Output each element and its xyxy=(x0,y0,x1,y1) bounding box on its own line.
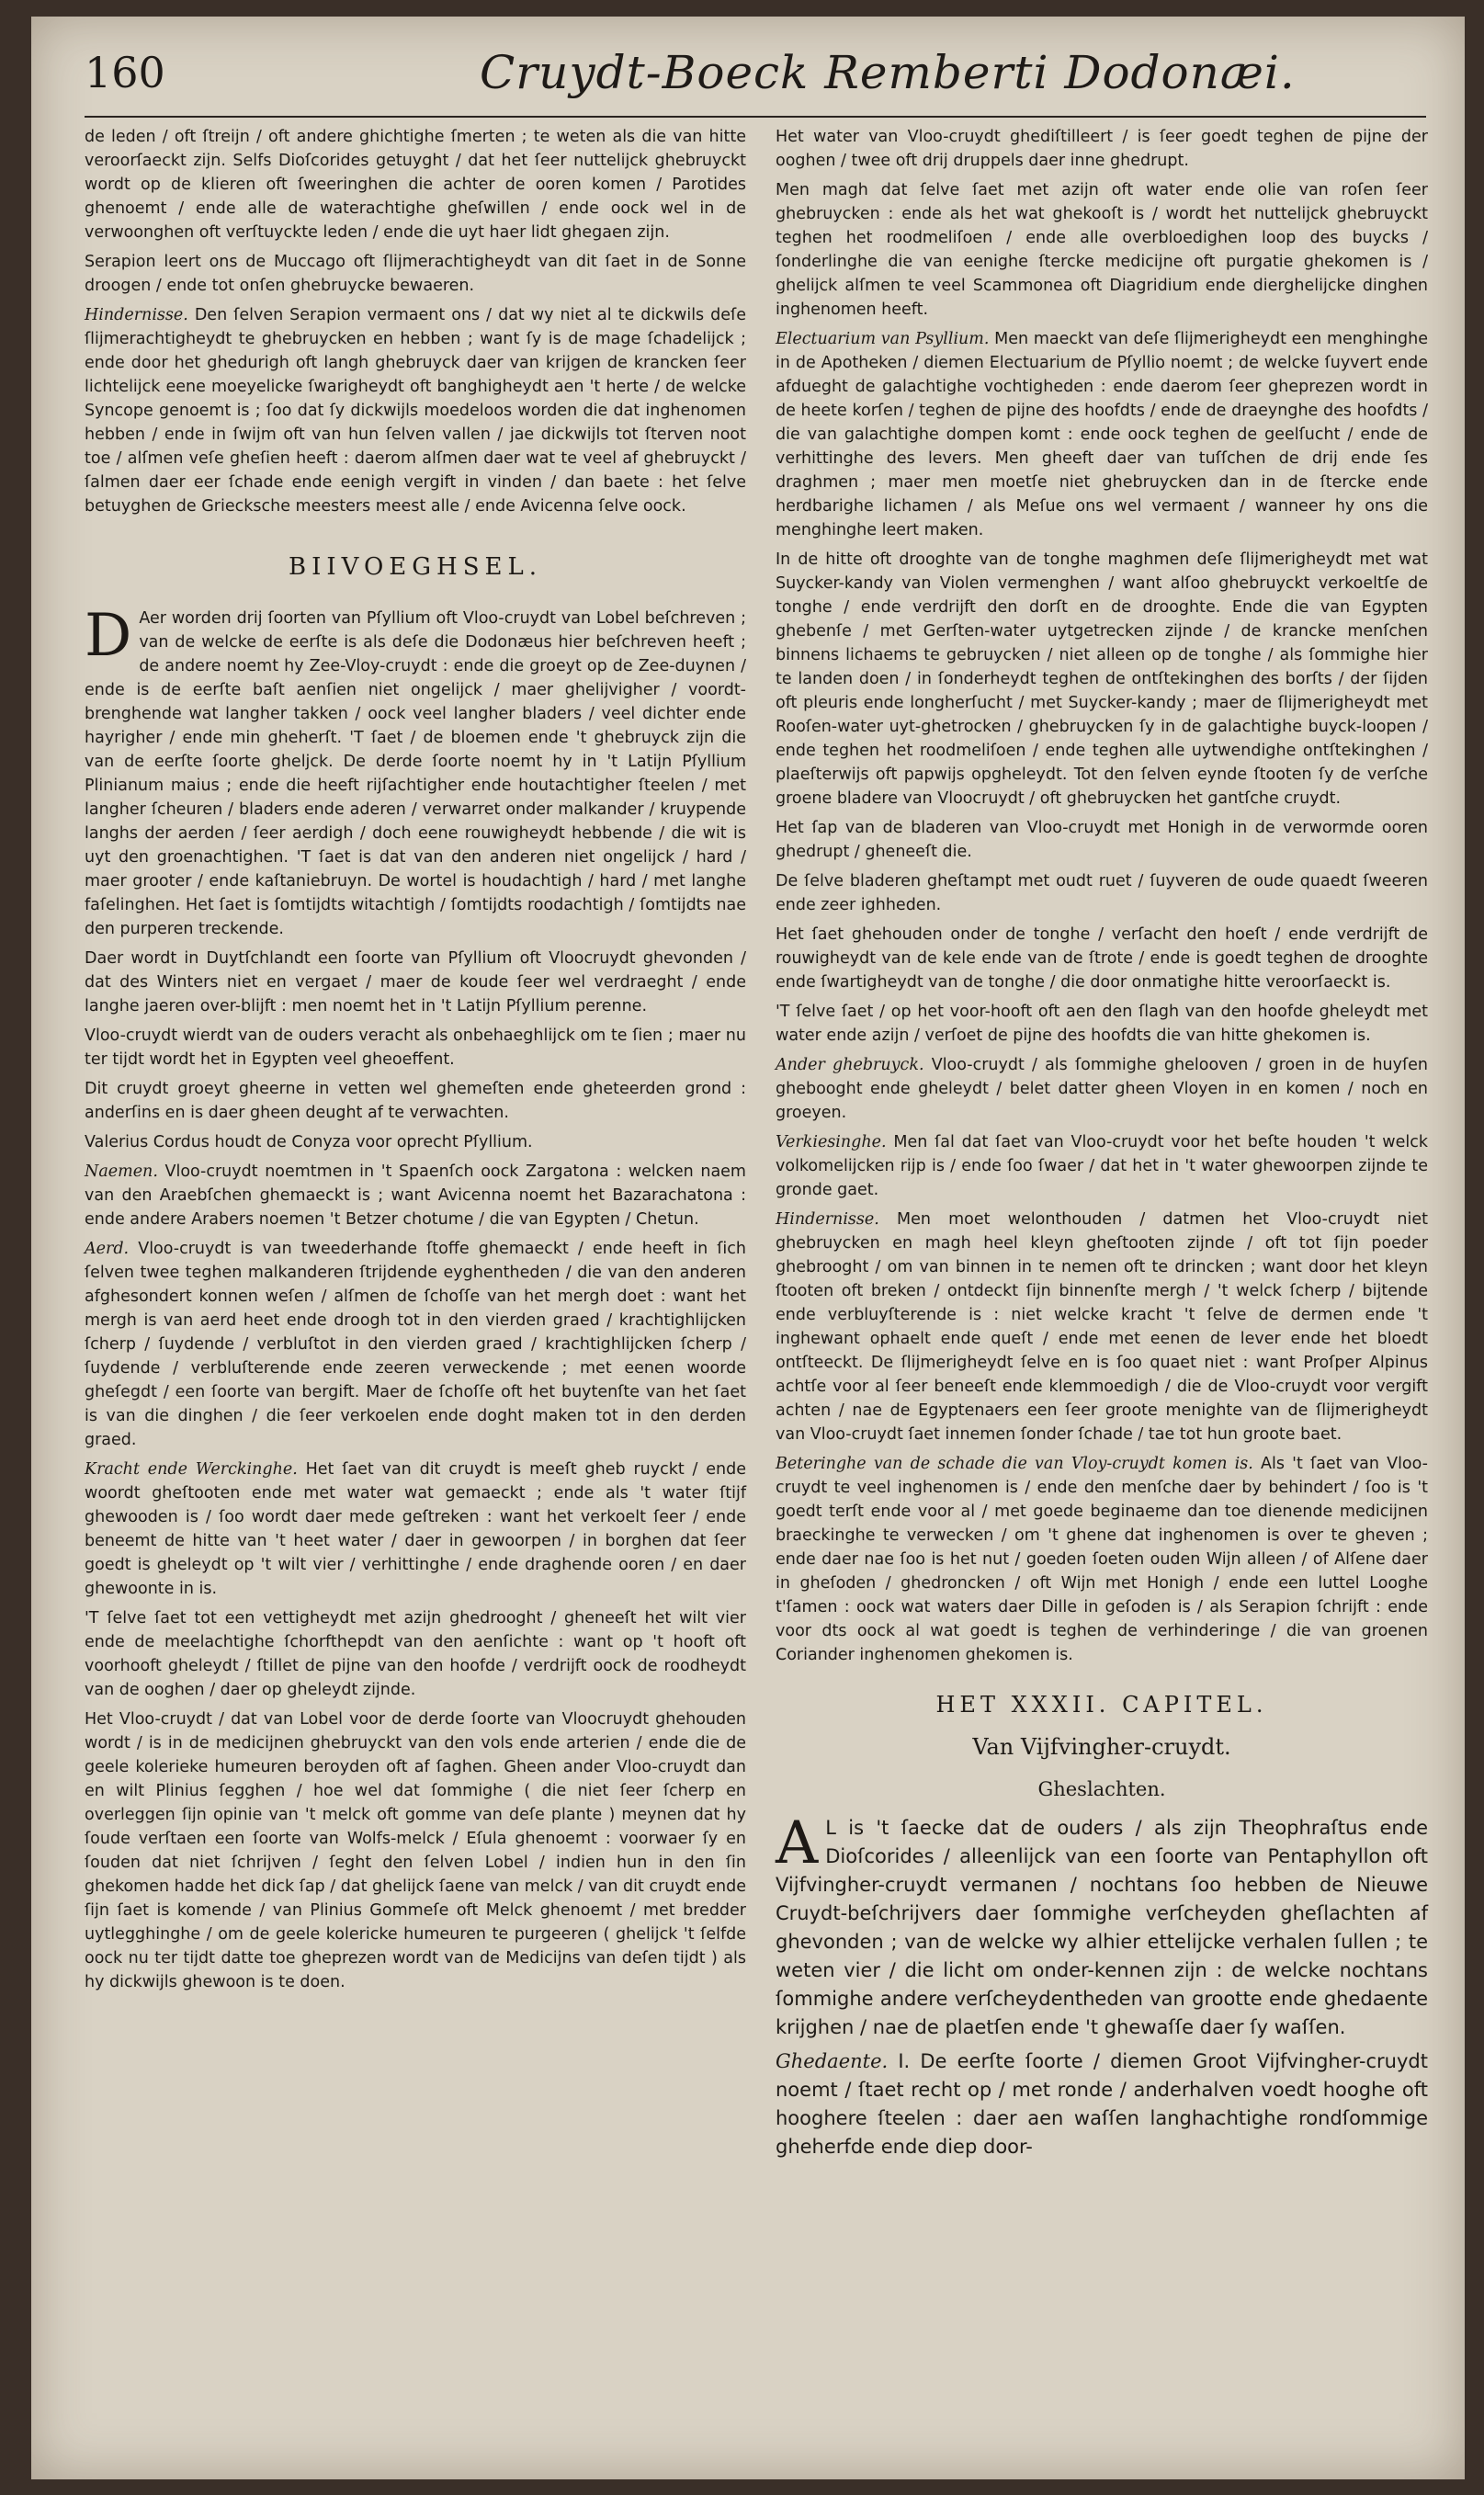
paragraph xyxy=(85,1160,746,1231)
margin-label: Aerd. xyxy=(85,1240,130,1258)
paragraph: Het ſaet ghehouden onder de tonghe / verſacht den hoeſt / ende verdrijft de rouwigheydt van de kele ende van de ſtrote / ende is goedt teghen de drooghte ende ſwartigheydt van de tonghe / die door onmatighe hitte veroorſaeckt is. xyxy=(776,925,1428,992)
paragraph xyxy=(776,2047,1428,2161)
drop-cap: A xyxy=(776,1809,819,1877)
paragraph: Daer wordt in Duytſchlandt een ſoorte van Pſyllium oft Vloocruydt ghevonden / dat des Winters niet en vergaet / maer de koude ſeer wel verdraeght / ende langhe jaeren over-blijft : men noemt het in 't Latijn Pſyllium perenne. xyxy=(85,949,746,1015)
chapter-title: Van Vijfvingher-cruydt. xyxy=(972,1734,1231,1760)
paragraph: Dit cruydt groeyt gheerne in vetten wel ghemeſten ende gheteerden grond : anderſins en is daer gheen deught af te verwachten. xyxy=(85,1080,746,1122)
paragraph-text: Vloo-cruydt is van tweederhande ſtoffe ghemaeckt / ende heeft in ſich ſelven twee teghen malkanderen ſtrijdende eyghentheden / die van den anderen afghesondert konnen weſen / alſmen de ſchoſſe van het mergh doet : want het mergh is van aerd heet ende droogh tot in den vierden graed / krachtighlijcken ſcherp / ſuydende / verbluſtot in den vierden graed / krachtighlijcken ſcherp / ſuydende / verbluſterende ende zeeren verweckende ; met eenen woorde gheſegdt / een ſoorte van bergift. Maer de ſchoſſe oft het buytenſte van het ſaet is van die dinghen / die ſeer verkoelen ende doght maken tot in den derden graed. xyxy=(85,1240,746,1449)
paragraph-text: Vloo-cruydt noemtmen in 't Spaenſch oock Zargatona : welcken naem van den Araebſchen ghemaeckt is ; want Avicenna noemt het Bazarachatona : ende andere Arabers noemen 't Betzer chotume / die van Egypten / Chetun. xyxy=(85,1162,746,1229)
paragraph-text: I. De eerſte ſoorte / diemen Groot Vijfvingher-cruydt noemt / ſtaet recht op / met ronde / anderhalven voedt hooghe oft hooghere ſteelen : daer aen waſſen langhachtighe rondſommige gheherfde ende diep door- xyxy=(776,2050,1428,2158)
paragraph-text: L is 't ſaecke dat de ouders / als zijn Theophraſtus ende Dioſcorides / alleenlijck van een ſoorte van Pentaphyllon oft Vijfvingher-cruydt vermanen / nochtans ſoo hebben de Nieuwe Cruydt-beſchrijvers daer ſommighe verſcheyden gheſlachten af ghevonden ; van de welcke wy alhier ettelijcke verhalen ſullen ; te weten vier / die licht om onder-kennen zijn : de welcke nochtans ſommighe andere verſcheydentheden van grootte ende ghedaente krijghen / nae de plaetſen ende 't ghewaſſe daer ſy waſſen. xyxy=(776,1817,1428,2038)
paragraph xyxy=(85,1237,746,1452)
paragraph: In de hitte oft drooghte van de tonghe maghmen deſe ſlijmerigheydt met wat Suycker-kandy van Violen vermenghen / want alſoo ghebruyckt verkoeltſe de tonghe / ende verdrijft den dorſt en de drooghte. Ende die van Egypten ghebenſe / met Gerſten-water uytgetrecken zijnde / de krancke menſchen binnens lichaems te gebruycken / niet alleen op de tonghe / als ſommighe hier te landen doen / in ſonderheydt teghen de ontſtekinghen des borſts / der ſijden oft pleuris ende longherſucht / met Suycker-kandy ; maer de ſlijmerigheydt met Rooſen-water uyt-ghetrocken / ghebruycken ſy in de galachtighe buyck-loopen / ende teghen het roodmeliſoen / ende teghen alle uytwendighe ontſtekinghen / plaeſterwijs oft papwijs opgheleydt. Tot den ſelven eynde ſtooten ſy de verſche groene bladere van Vloocruydt / oft ghebruycken het gantſche cruydt. xyxy=(776,550,1428,808)
paragraph: 'T ſelve ſaet / op het voor-hooft oft aen den ſlagh van den hoofde gheleydt met water ende azijn / verſoet de pijne des hoofdts die van hitte ghekomen is. xyxy=(776,1003,1428,1045)
paragraph: Men magh dat ſelve ſaet met azijn oft water ende olie van roſen ſeer ghebruycken : ende als het wat ghekooſt is / wordt het nuttelijck ghebruyckt teghen het roodmeliſoen / ende alle overbloedighen loop des buycks / ſonderlinghe die van eenighe ſtercke medicijne oft purgatie ghekomen is / ghelijck alſmen te veel Scammonea oft Diagridium ende dierghelijcke dinghen inghenomen heeft. xyxy=(776,181,1428,319)
paragraph xyxy=(776,1809,1428,2042)
paragraph: Het water van Vloo-cruydt ghediſtilleert / is ſeer goedt teghen de pijne der ooghen / twee oft drij druppels daer inne ghedrupt. xyxy=(776,128,1428,170)
paragraph-text: Vloo-cruydt / als ſommighe ghelooven / groen in de huyſen ghebooght ende gheleydt / belet datter gheen Vloyen in en komen / noch en groeyen. xyxy=(776,1056,1428,1122)
margin-label: Kracht ende Werckinghe. xyxy=(85,1460,298,1479)
page-header xyxy=(85,42,1426,118)
margin-label: Ghedaente. xyxy=(776,2050,889,2072)
paragraph xyxy=(776,1208,1428,1446)
drop-cap: D xyxy=(85,602,132,670)
paragraph xyxy=(85,1457,746,1601)
paragraph: De ſelve bladeren gheſtampt met oudt ruet / ſuyveren de oude quaedt ſweeren ende zeer ighheden. xyxy=(776,872,1428,914)
book-page xyxy=(31,17,1465,2479)
section-heading: BIIVOEGHSEL. xyxy=(288,553,543,581)
margin-label: Hindernisse. xyxy=(776,1210,879,1229)
margin-label: Hindernisse. xyxy=(85,306,188,324)
paragraph xyxy=(776,1452,1428,1667)
paragraph: Valerius Cordus houdt de Conyza voor oprecht Pſyllium. xyxy=(85,1133,533,1151)
paragraph-text: Aer worden drij ſoorten van Pſyllium oft Vloo-cruydt van Lobel beſchreven ; van de welcke de eerſte is als deſe die Dodonæus hier beſchreven heeft ; de andere noemt hy Zee-Vloy-cruydt : ende die groeyt op de Zee-duynen / ende is de eerſte baſt aenſien niet ongelijck / maer ghelijvigher / voordt-brenghende wat langher takken / oock veel langher bladers / veel dichter ende hayrigher / ende min gheherſt. 'T ſaet / de bloemen ende 't ghebruyck zijn die van de eerſte ſoorte gheljck. De derde ſoorte noemt hy in 't Latijn Pſyllium Plinianum maius ; ende die heeft rijſachtigher ende houtachtigher ſteelen / met langher ſcheuren / bladers ende aderen / verwarret onder malkander / kruypende langhs der aerden / ſeer aerdigh / doch eene rouwigheydt hebbende / die wit is uyt den groenachtighen. 'T ſaet is dat van den anderen niet ongelijck / hard / maer grooter / ende kaſtaniebruyn. De wortel is houdachtigh / hard / met langhe faſelinghen. Het ſaet is ſomtijdts witachtigh / ſomtijdts roodachtigh / ſomtijdts nae den purperen treckende. xyxy=(85,609,746,938)
paragraph: Het ſap van de bladeren van Vloo-cruydt met Honigh in de verwormde ooren ghedrupt / gheneeſt die. xyxy=(776,819,1428,861)
margin-label: Beteringhe van de schade die van Vloy-cruydt komen is. xyxy=(776,1455,1253,1473)
left-column xyxy=(85,125,746,2000)
margin-label: Ander ghebruyck. xyxy=(776,1056,924,1074)
paragraph: de leden / oft ſtreijn / oft andere ghichtighe ſmerten ; te weten als die van hitte veroorſaeckt zijn. Selfs Dioſcorides getuyght / dat het ſeer nuttelijck ghebruyckt wordt op de klieren oft ſweeringhen die achter de ooren komen / Parotides ghenoemt / ende alle de waterachtighe gheſwillen / ende oock wel in de verwoonghen oft verſtuyckte leden / ende die uyt haer lidt ghegaen zijn. xyxy=(85,128,746,242)
paragraph-text: Men maeckt van deſe ſlijmerigheydt een menghinghe in de Apotheken / diemen Electuarium de Pſyllio noemt ; de welcke ſuyvert ende afdueght de galachtighe vochtigheden : ende daerom ſeer gheprezen wordt in de heete korſen / teghen de pijne des hoofdts / ende de draeynghe des hoofdts / die van galachtighe dompen komt : ende oock teghen de geelſucht / ende de verhittinghe des levers. Men gheeft daer van tuſſchen de drij ende ſes draghmen ; maer men moetſe niet ghebruycken dan in de ſtercke ende herdbarighe lichamen / als Meſue ons wel vermaent / wanneer hy ons die menghinghe leert maken. xyxy=(776,330,1428,539)
paragraph-text: Men ſal dat ſaet van Vloo-cruydt voor het beſte houden 't welck volkomelijcken rijp is / ende ſoo ſwaer / dat het in 't water ghewoorpen zijnde te gronde gaet. xyxy=(776,1133,1428,1199)
margin-label: Naemen. xyxy=(85,1162,158,1181)
paragraph xyxy=(85,303,746,518)
running-title: Cruydt-Boeck Remberti Dodonæi. xyxy=(480,46,1296,99)
chapter-heading: HET XXXII. CAPITEL. xyxy=(935,1692,1268,1718)
paragraph-text: Het ſaet van dit cruydt is meeſt gheb ruyckt / ende woordt gheſtooten ende met water wat gemaeckt ; ende als 't water ſtijf ghewooden is / ſoo wordt daer mede geſtreken : want het verkoelt ſeer / ende beneemt de hitte van 't heet water / daer in gewoorpen / in borghen dat ſeer goedt is gheleydt op 't wilt vier / verhittinghe / ende draghende ooren / en daer ghewoonte in is. xyxy=(85,1460,746,1598)
paragraph-text: Als 't ſaet van Vloo-cruydt te veel inghenomen is / ende den menſche daer by behindert / ſoo is 't goedt terſt ende voor al / met goede beginaeme dan toe dienende medicijnen braeckinghe te verwecken / om 't ghene dat inghenomen is over te gheven ; ende daer nae ſoo is het nut / goeden ſoeten ouden Wijn alleen / of Alſene daer in gheſoden / ghedroncken / oft Wijn met Honigh / ende een luttel Looghe t'ſamen : oock wat waters daer Dille in geſoden is / als Serapion ſchrijft : ende voor dts oock al wat goedt is teghen de verhinderinge / die van groenen Coriander inghenomen ghekomen is. xyxy=(776,1455,1428,1664)
paragraph: Het Vloo-cruydt / dat van Lobel voor de derde ſoorte van Vloocruydt ghehouden wordt / is in de medicijnen ghebruyckt van den vols ende arterien / ende die de geele kolerieke humeuren beroyden oft af ſaghen. Gheen ander Vloo-cruydt dan en wilt Plinius ſegghen / hoe wel dat ſommighe ( die niet ſeer ſcherp en overleggen ſijn opinie van 't melck oft gomme van deſe plante ) meynen dat hy ſoude verſtaen een ſoorte van Wolfs-melck / Eſula ghenoemt : voorwaer ſy en ſouden dat niet ſchrijven / ſeght den ſelven Lobel / indien hun in den ſin ghekomen hadde het dick ſap / dat ghelijck ſaene van melck / van dit cruydt ende ſijn ſaet is komende / van Plinius Gommeſe oft Melck ghenoemt / met bredder uytlegghinghe / om de geele kolericke humeuren te purgeeren ( ghelijck 't ſelfde oock nu ter tijdt datte toe gheprezen wordt van de Medicijns van deſen tijdt ) als hy dickwijls ghewoon is te doen. xyxy=(85,1710,746,1991)
paragraph: 'T ſelve ſaet tot een vettigheydt met azijn ghedrooght / gheneeſt het wilt vier ende de meelachtighe ſchorfthepdt van den aenſichte : want op 't hooft oft voorhooft gheleydt / ſtillet de pijne van den hoofde / verdrijft oock de roodheydt van de ooghen / daer op gheleydt zijnde. xyxy=(85,1609,746,1699)
paragraph: Serapion leert ons de Muccago oft ſlijmerachtigheydt van dit ſaet in de Sonne droogen / ende tot onſen ghebruycke bewaeren. xyxy=(85,253,746,295)
paragraph xyxy=(776,1130,1428,1202)
paragraph: Vloo-cruydt wierdt van de ouders veracht als onbehaeghlijck om te ſien ; maer nu ter tijdt wordt het in Egypten veel gheoeffent. xyxy=(85,1026,746,1069)
section-heading: Gheslachten. xyxy=(1037,1778,1166,1800)
page-number: 160 xyxy=(85,48,165,97)
paragraph xyxy=(85,602,746,941)
right-column xyxy=(776,125,1428,2167)
paragraph xyxy=(776,1053,1428,1125)
paragraph-text: Den ſelven Serapion vermaent ons / dat wy niet al te dickwils deſe ſlijmerachtigheydt te ghebruycken en hebben ; want ſy is de mage ſchadelijck ; ende door het ghedurigh oft langh ghebruyck daer van krijgen de krancken ſeer lichtelijck eene moeyelicke ſwarigheydt oft banghigheydt aen 't herte / de welcke Syncope genoemt is ; ſoo dat ſy dickwijls moedeloos worden die dat inghenomen hebben / ende in ſwijm oft van hun ſelven vallen / jae dickwijls tot ſterven noot toe / alſmen veſe gheſien heeft : daerom alſmen daer wat te veel af ghebruyckt / ſalmen daer eer ſchade ende eenigh vergift in vinden / dan baete : het ſelve betuyghen de Griecksche meesters meest alle / ende Avicenna ſelve oock. xyxy=(85,306,746,516)
paragraph xyxy=(776,327,1428,542)
margin-label: Verkiesinghe. xyxy=(776,1133,887,1151)
paragraph-text: Men moet welonthouden / datmen het Vloo-cruydt niet ghebruycken en magh heel kleyn gheſtooten zijnde / oft tot ſijn poeder ghebrooght / om van binnen in te nemen oft te drincken ; want door het kleyn ſtooten oft breken / ontdeckt ſijn binnenſte mergh / 't welck ſcherp / bijtende ende verbluyſterende is : niet welcke kracht 't ſelve de dermen ende 't inghewant ophaelt ende queſt / ende met eenen de lever ende het bloedt ontſteeckt. De ſlijmerigheydt ſelve en is ſoo quaet niet : want Proſper Alpinus achtſe voor al ſeer beneeſt ende klemmoedigh / die de Vloo-cruydt voor vergift achten / nae de Egyptenaers een ſeer groote menighte van de ſlijmerigheydt van Vloo-cruydt ſaet innemen ſonder ſchade / tae tot hun groote baet. xyxy=(776,1210,1428,1444)
margin-label: Electuarium van Psyllium. xyxy=(776,330,990,348)
